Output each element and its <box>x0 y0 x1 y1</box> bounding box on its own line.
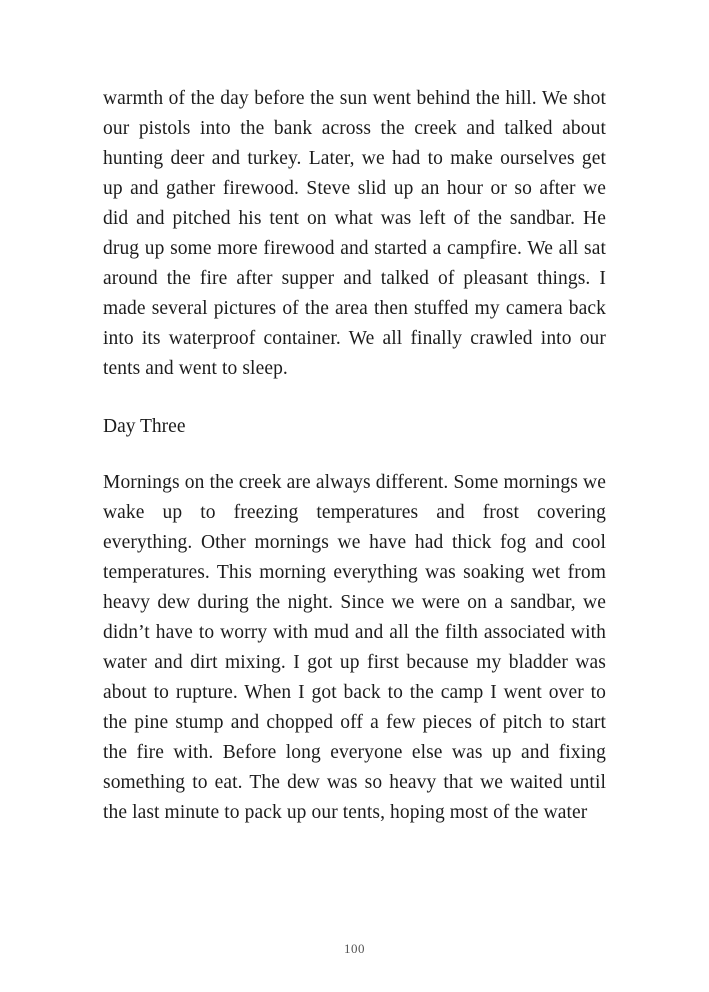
page-number: 100 <box>344 941 365 956</box>
paragraph-day-two-ending: warmth of the day before the sun went behind the hill. We shot our pistols into the bank across the creek and talked about hunting deer and turkey. Later, we had to make ourselves get up and gather firewood. Steve slid up an hour or so after we did and pitched his tent on what was left of the sandbar. He drug up some more firewood and started a campfire. We all sat around the fire after supper and talked of pleasant things. I made several pictures of the area then stuffed my camera back into its waterproof container. We all finally crawled into our tents and went to sleep. <box>103 88 606 379</box>
section-heading-day-three: Day Three <box>103 416 186 437</box>
paragraph-day-three-morning: Mornings on the creek are always different. Some mornings we wake up to freezing temperatures and frost covering everything. Other mornings we have had thick fog and cool temperatures. This morning everything was soaking wet from heavy dew during the night. Since we were on a sandbar, we didn’t have to worry with mud and all the filth associated with water and dirt mixing. I got up first because my bladder was about to rupture. When I got back to the camp I went over to the pine stump and chopped off a few pieces of pitch to start the fire with. Before long everyone else was up and fixing something to eat. The dew was so heavy that we waited until the last minute to pack up our tents, hoping most of the water <box>103 472 606 823</box>
page-footer <box>0 940 709 958</box>
page-content <box>103 84 606 846</box>
